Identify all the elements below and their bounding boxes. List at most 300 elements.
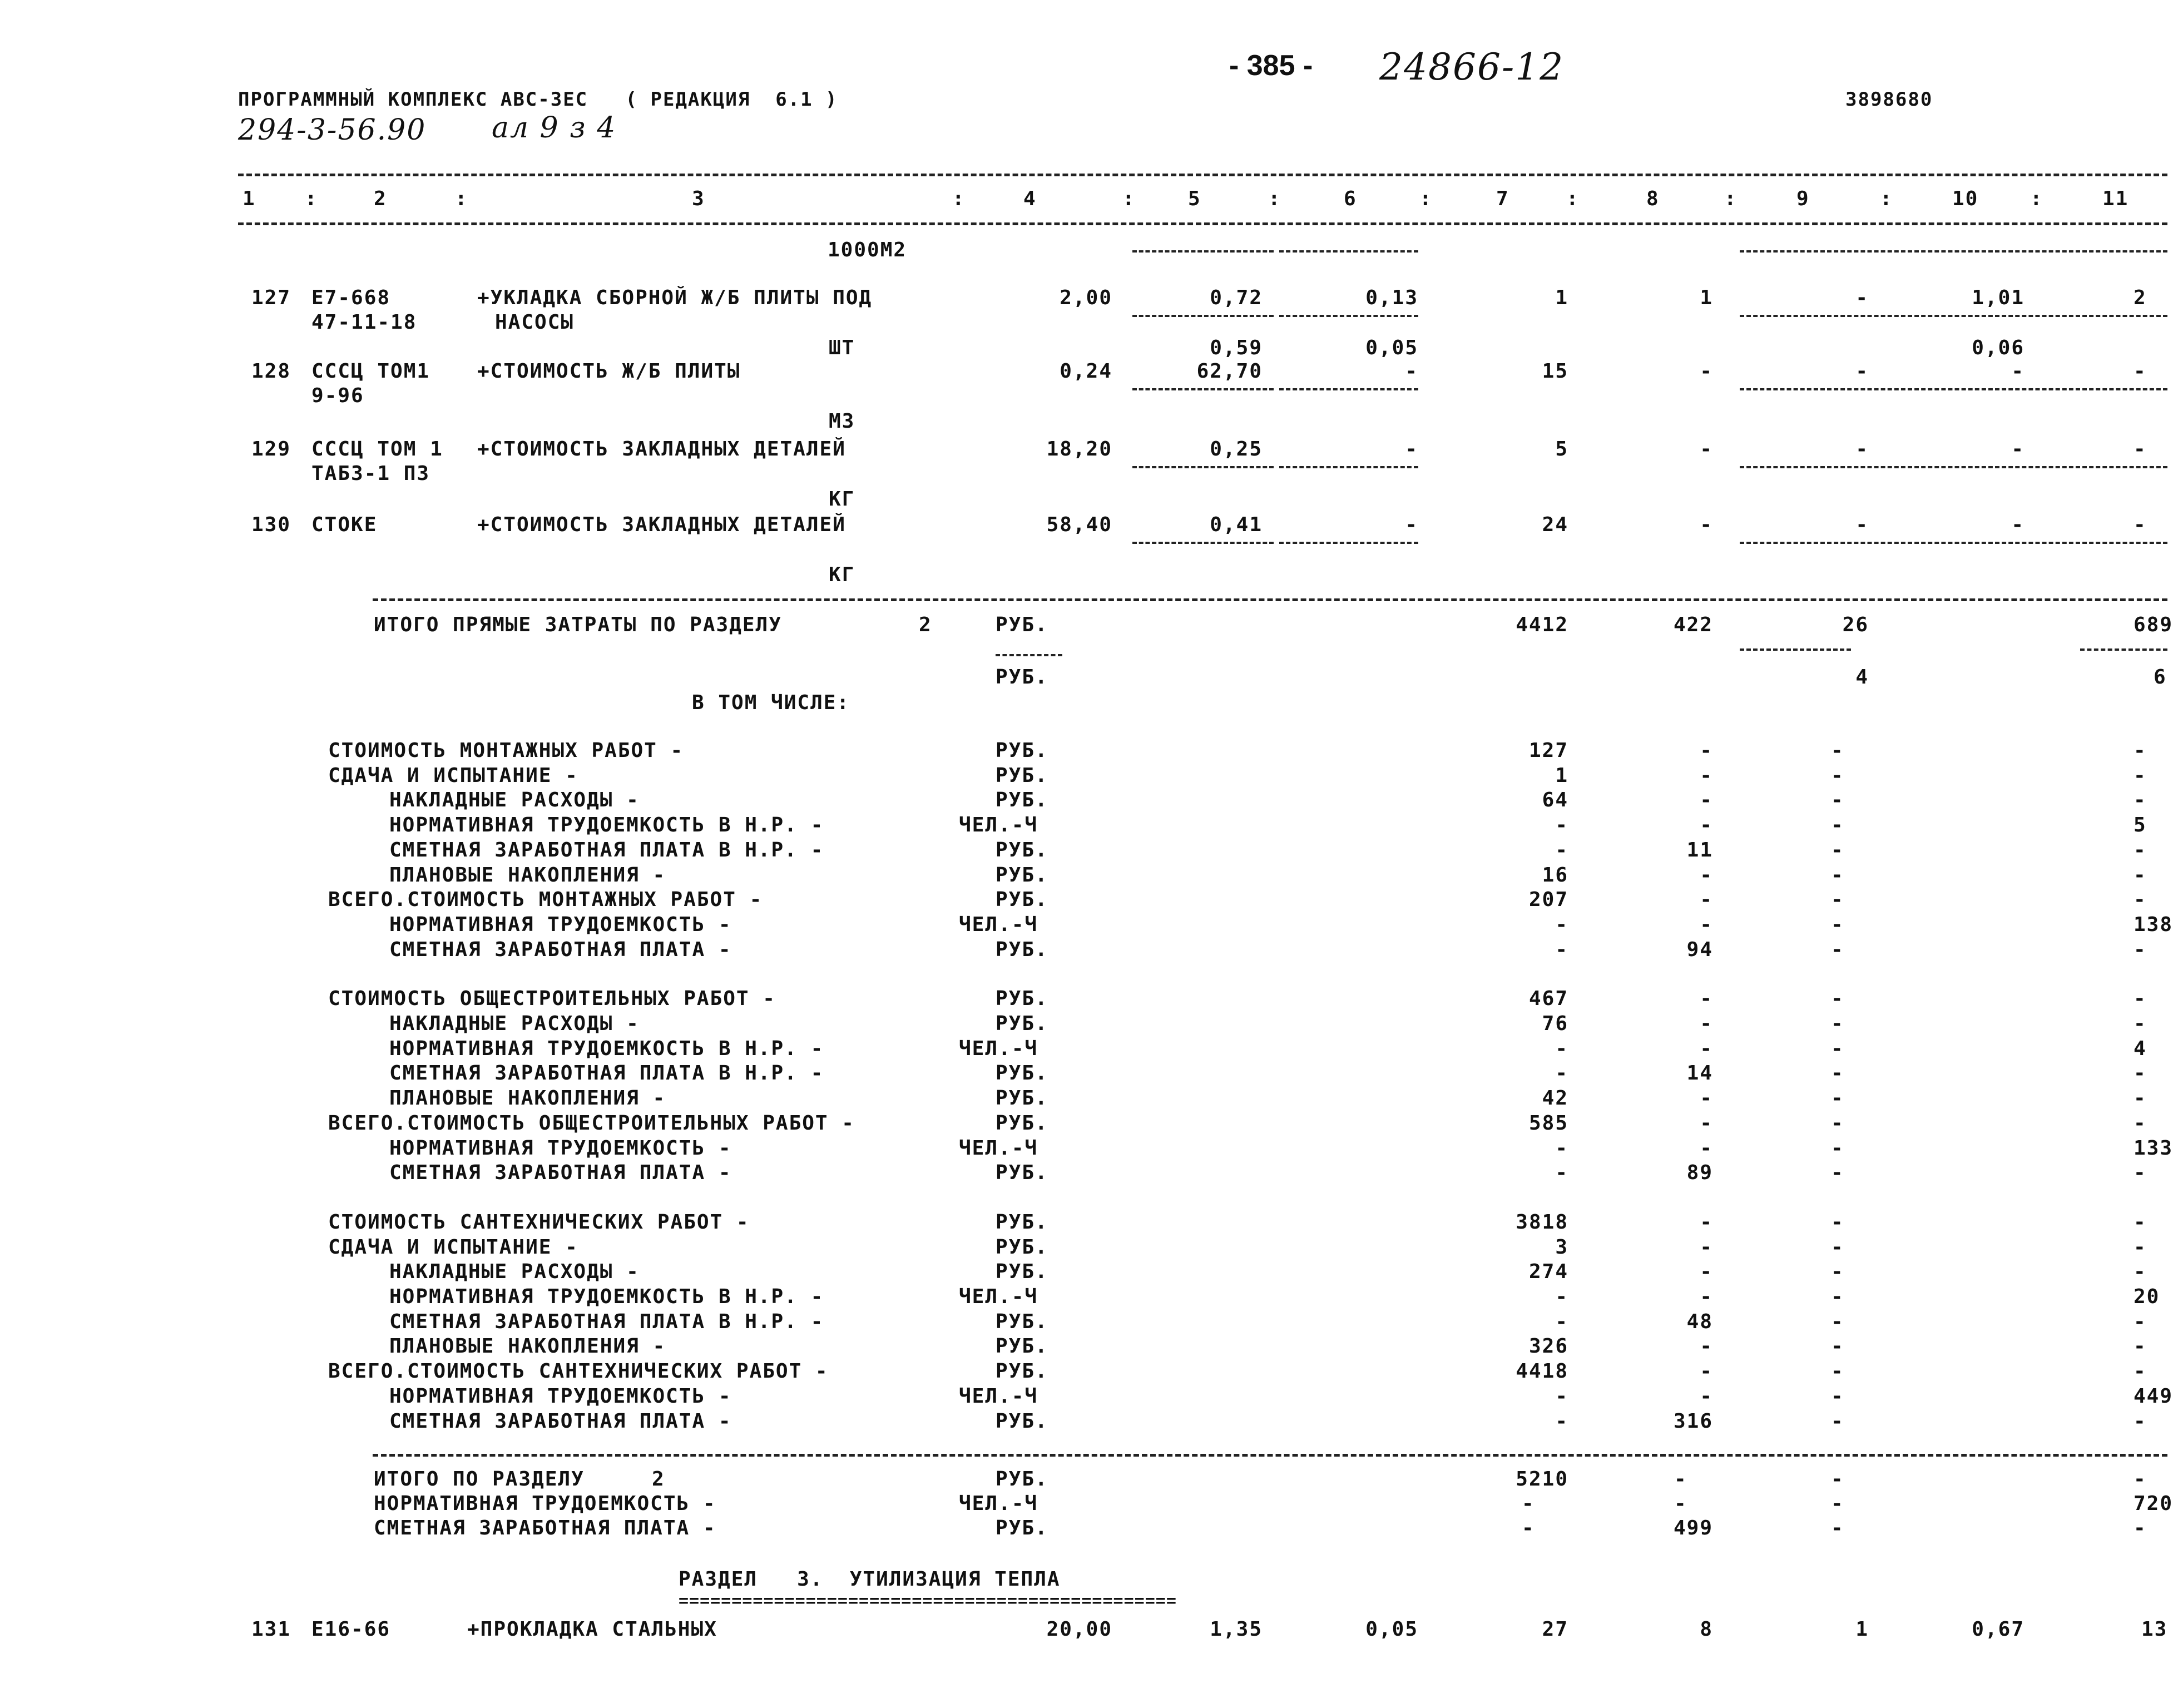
summary-c7: 207 bbox=[1528, 888, 1568, 912]
handwritten-album: ал 9 з 4 bbox=[492, 111, 617, 145]
row-dash-c5 bbox=[1132, 466, 1274, 468]
summary-c11: - bbox=[2134, 1335, 2147, 1358]
row-c5b: 0,59 bbox=[1210, 336, 1263, 359]
total-direct-section: 2 bbox=[919, 613, 932, 636]
section-wage-c8: 499 bbox=[1673, 1517, 1713, 1539]
summary-c7: 42 bbox=[1542, 1087, 1568, 1110]
column-header-9: 9 bbox=[1796, 187, 1810, 210]
summary-c11: - bbox=[2134, 1062, 2147, 1085]
section-wage-unit: РУБ. bbox=[996, 1517, 1048, 1539]
summary-c8: - bbox=[1700, 913, 1713, 936]
summary-c8: - bbox=[1700, 987, 1713, 1011]
page-number: - 385 - bbox=[1229, 49, 1313, 82]
summary-c7: - bbox=[1555, 938, 1568, 961]
column-header-1: 1 bbox=[242, 187, 256, 210]
dash-small-1 bbox=[996, 654, 1062, 656]
summary-label: НОРМАТИВНАЯ ТРУДОЕМКОСТЬ - bbox=[389, 1384, 732, 1408]
section-wage-c7: - bbox=[1522, 1517, 1535, 1539]
section-labor-c11: 720 bbox=[2134, 1492, 2173, 1515]
row-dash-c5 bbox=[1132, 315, 1274, 317]
column-header-8: 8 bbox=[1646, 187, 1660, 210]
summary-c7: 3818 bbox=[1516, 1210, 1568, 1234]
summary-label: СТОИМОСТЬ САНТЕХНИЧЕСКИХ РАБОТ - bbox=[328, 1210, 750, 1234]
total-direct-c8: 422 bbox=[1673, 613, 1713, 636]
column-separator: : bbox=[305, 187, 318, 210]
summary-c11: - bbox=[2134, 739, 2147, 762]
row-c6: - bbox=[1405, 438, 1418, 461]
summary-c9: - bbox=[1831, 739, 1844, 762]
summary-c9: - bbox=[1831, 888, 1844, 912]
summary-c8: - bbox=[1700, 1360, 1713, 1383]
total-direct-label: ИТОГО ПРЯМЫЕ ЗАТРАТЫ ПО РАЗДЕЛУ bbox=[374, 613, 782, 636]
row-qty: 18,20 bbox=[1046, 438, 1112, 461]
summary-unit: РУБ. bbox=[996, 1310, 1048, 1333]
doc-id: 3898680 bbox=[1845, 88, 1933, 111]
summary-unit: РУБ. bbox=[996, 1111, 1048, 1135]
row-qty: 58,40 bbox=[1046, 513, 1112, 536]
row-c10: 1,01 bbox=[1972, 286, 2024, 309]
column-separator: : bbox=[455, 187, 468, 210]
section-total-c11: - bbox=[2134, 1468, 2147, 1491]
section-labor-c7: - bbox=[1522, 1492, 1535, 1515]
summary-c9: - bbox=[1831, 1285, 1844, 1308]
summary-c8: - bbox=[1700, 1037, 1713, 1060]
summary-c7: - bbox=[1555, 1310, 1568, 1333]
summary-c7: - bbox=[1555, 838, 1568, 862]
summary-c9: - bbox=[1831, 1384, 1844, 1408]
row-number: 130 bbox=[251, 513, 291, 536]
summary-c7: 326 bbox=[1528, 1335, 1568, 1358]
row-dash-c6 bbox=[1279, 315, 1418, 317]
row-name: +СТОИМОСТЬ ЗАКЛАДНЫХ ДЕТАЛЕЙ bbox=[477, 438, 846, 461]
summary-label: СМЕТНАЯ ЗАРАБОТНАЯ ПЛАТА В Н.Р. - bbox=[389, 838, 824, 862]
row-qty: 2,00 bbox=[1060, 286, 1112, 309]
column-header-11: 11 bbox=[2102, 187, 2129, 210]
summary-label: ПЛАНОВЫЕ НАКОПЛЕНИЯ - bbox=[389, 863, 666, 887]
row-dash-c5 bbox=[1132, 542, 1274, 544]
summary-unit: РУБ. bbox=[996, 1260, 1048, 1284]
row-c5: 0,72 bbox=[1210, 286, 1263, 309]
including-heading: В ТОМ ЧИСЛЕ: bbox=[692, 691, 850, 714]
summary-c8: - bbox=[1700, 888, 1713, 912]
summary-c9: - bbox=[1831, 1037, 1844, 1060]
row-c8: - bbox=[1700, 438, 1713, 461]
column-header-5: 5 bbox=[1188, 187, 1201, 210]
summary-c9: - bbox=[1831, 1360, 1844, 1383]
summary-c9: - bbox=[1831, 1161, 1844, 1185]
last-row-c5: 1,35 bbox=[1210, 1618, 1263, 1641]
summary-c8: - bbox=[1700, 739, 1713, 762]
column-separator: : bbox=[1419, 187, 1433, 210]
row-c11: - bbox=[2134, 513, 2147, 536]
summary-c9: - bbox=[1831, 1111, 1844, 1135]
row-number: 127 bbox=[251, 286, 291, 309]
summary-label: СМЕТНАЯ ЗАРАБОТНАЯ ПЛАТА - bbox=[389, 938, 732, 961]
summary-c7: 16 bbox=[1542, 863, 1568, 887]
summary-c11: 5 bbox=[2134, 814, 2147, 837]
summary-c7: 127 bbox=[1528, 739, 1568, 762]
rule-header bbox=[238, 222, 2167, 225]
total-direct-c11: 689 bbox=[2134, 613, 2173, 636]
summary-c11: - bbox=[2134, 888, 2147, 912]
summary-c7: 76 bbox=[1542, 1012, 1568, 1035]
summary-c11: 20 bbox=[2134, 1285, 2160, 1308]
dash-small-3 bbox=[2080, 648, 2167, 651]
section-labor-c8: - bbox=[1674, 1492, 1687, 1515]
row-c6: - bbox=[1405, 513, 1418, 536]
total-direct-c11b: 6 bbox=[2154, 666, 2167, 689]
summary-c9: - bbox=[1831, 1087, 1844, 1110]
summary-c11: 4 bbox=[2134, 1037, 2147, 1060]
summary-c11: - bbox=[2134, 1260, 2147, 1284]
row-unit: КГ bbox=[829, 488, 855, 511]
last-row-c7: 27 bbox=[1542, 1618, 1568, 1641]
row-dash-right bbox=[1740, 315, 2167, 317]
total-direct-c9b: 4 bbox=[1855, 666, 1869, 689]
summary-unit: РУБ. bbox=[996, 1087, 1048, 1110]
summary-c8: - bbox=[1700, 1260, 1713, 1284]
row-c9: - bbox=[1855, 360, 1869, 383]
summary-c8: - bbox=[1700, 1235, 1713, 1259]
summary-unit: РУБ. bbox=[996, 863, 1048, 887]
summary-c11: - bbox=[2134, 987, 2147, 1011]
section-total-section: 2 bbox=[652, 1468, 665, 1491]
summary-c11: - bbox=[2134, 863, 2147, 887]
summary-unit: РУБ. bbox=[996, 739, 1048, 762]
row-dash-c6 bbox=[1279, 466, 1418, 468]
summary-label: НОРМАТИВНАЯ ТРУДОЕМКОСТЬ В Н.Р. - bbox=[389, 1285, 824, 1308]
summary-label: НОРМАТИВНАЯ ТРУДОЕМКОСТЬ - bbox=[389, 913, 732, 936]
last-row-c9: 1 bbox=[1855, 1618, 1869, 1641]
row-c5: 0,41 bbox=[1210, 513, 1263, 536]
summary-label: СТОИМОСТЬ ОБЩЕСТРОИТЕЛЬНЫХ РАБОТ - bbox=[328, 987, 776, 1011]
summary-unit: ЧЕЛ.-Ч bbox=[959, 1136, 1038, 1160]
summary-c11: - bbox=[2134, 1409, 2147, 1433]
row-c8: - bbox=[1700, 360, 1713, 383]
unit-dash-right bbox=[1740, 250, 2167, 253]
summary-unit: РУБ. bbox=[996, 1409, 1048, 1433]
row-c9: - bbox=[1855, 286, 1869, 309]
summary-unit: РУБ. bbox=[996, 1360, 1048, 1383]
summary-c11: 138 bbox=[2134, 913, 2173, 936]
program-title: ПРОГРАММНЫЙ КОМПЛЕКС АВС-3ЕС ( РЕДАКЦИЯ 6.1 ) bbox=[238, 88, 838, 111]
row-dash-right bbox=[1740, 388, 2167, 390]
row-c5: 62,70 bbox=[1196, 360, 1263, 383]
summary-c8: - bbox=[1700, 789, 1713, 812]
rule-before-total bbox=[373, 598, 2167, 601]
row-dash-c6 bbox=[1279, 542, 1418, 544]
rule-top bbox=[238, 174, 2167, 176]
unit-dash-c5 bbox=[1132, 250, 1274, 253]
summary-label: НОРМАТИВНАЯ ТРУДОЕМКОСТЬ В Н.Р. - bbox=[389, 814, 824, 837]
row-unit: КГ bbox=[829, 563, 855, 586]
summary-unit: РУБ. bbox=[996, 987, 1048, 1011]
next-section-title: РАЗДЕЛ 3. УТИЛИЗАЦИЯ ТЕПЛА bbox=[679, 1568, 1061, 1591]
summary-c9: - bbox=[1831, 1062, 1844, 1085]
total-direct-c9: 26 bbox=[1842, 613, 1869, 636]
summary-c9: - bbox=[1831, 987, 1844, 1011]
summary-unit: РУБ. bbox=[996, 1235, 1048, 1259]
summary-c8: - bbox=[1700, 1136, 1713, 1160]
summary-c8: - bbox=[1700, 764, 1713, 787]
last-row-num: 131 bbox=[251, 1618, 291, 1641]
summary-unit: РУБ. bbox=[996, 764, 1048, 787]
summary-c7: - bbox=[1555, 1409, 1568, 1433]
summary-unit: РУБ. bbox=[996, 938, 1048, 961]
row-c7: 15 bbox=[1542, 360, 1568, 383]
section-wage-label: СМЕТНАЯ ЗАРАБОТНАЯ ПЛАТА - bbox=[374, 1517, 716, 1539]
summary-c9: - bbox=[1831, 863, 1844, 887]
row-dash-c6 bbox=[1279, 388, 1418, 390]
summary-c8: 14 bbox=[1686, 1062, 1713, 1085]
section-labor-label: НОРМАТИВНАЯ ТРУДОЕМКОСТЬ - bbox=[374, 1492, 716, 1515]
summary-c9: - bbox=[1831, 1235, 1844, 1259]
summary-c8: - bbox=[1700, 1285, 1713, 1308]
last-row-c11: 13 bbox=[2141, 1618, 2168, 1641]
summary-c9: - bbox=[1831, 913, 1844, 936]
summary-c9: - bbox=[1831, 1136, 1844, 1160]
summary-unit: РУБ. bbox=[996, 1210, 1048, 1234]
unit-top: 1000М2 bbox=[828, 239, 907, 261]
summary-c8: - bbox=[1700, 1335, 1713, 1358]
row-c7: 1 bbox=[1555, 286, 1568, 309]
summary-c8: 316 bbox=[1673, 1409, 1713, 1433]
summary-c7: - bbox=[1555, 1384, 1568, 1408]
summary-label: ПЛАНОВЫЕ НАКОПЛЕНИЯ - bbox=[389, 1087, 666, 1110]
summary-label: НОРМАТИВНАЯ ТРУДОЕМКОСТЬ В Н.Р. - bbox=[389, 1037, 824, 1060]
last-row-c8: 8 bbox=[1700, 1618, 1713, 1641]
column-separator: : bbox=[952, 187, 966, 210]
summary-unit: РУБ. bbox=[996, 1062, 1048, 1085]
total-direct-unit2: РУБ. bbox=[996, 666, 1048, 689]
summary-c8: 94 bbox=[1686, 938, 1713, 961]
summary-label: НОРМАТИВНАЯ ТРУДОЕМКОСТЬ - bbox=[389, 1136, 732, 1160]
summary-c11: - bbox=[2134, 1161, 2147, 1185]
column-header-6: 6 bbox=[1344, 187, 1357, 210]
total-direct-c7: 4412 bbox=[1516, 613, 1568, 636]
row-c5: 0,25 bbox=[1210, 438, 1263, 461]
section-labor-c9: - bbox=[1831, 1492, 1844, 1515]
summary-c9: - bbox=[1831, 838, 1844, 862]
summary-c9: - bbox=[1831, 1210, 1844, 1234]
column-header-7: 7 bbox=[1496, 187, 1509, 210]
summary-c9: - bbox=[1831, 764, 1844, 787]
summary-c7: 467 bbox=[1528, 987, 1568, 1011]
summary-c11: - bbox=[2134, 1012, 2147, 1035]
column-separator: : bbox=[1122, 187, 1136, 210]
row-c8: 1 bbox=[1700, 286, 1713, 309]
row-unit: ШТ bbox=[829, 336, 855, 359]
summary-c7: - bbox=[1555, 1161, 1568, 1185]
row-dash-c5 bbox=[1132, 388, 1274, 390]
summary-label: СТОИМОСТЬ МОНТАЖНЫХ РАБОТ - bbox=[328, 739, 684, 762]
row-dash-right bbox=[1740, 466, 2167, 468]
summary-label: НАКЛАДНЫЕ РАСХОДЫ - bbox=[389, 789, 640, 812]
summary-unit: ЧЕЛ.-Ч bbox=[959, 913, 1038, 936]
section-total-c9: - bbox=[1831, 1468, 1844, 1491]
summary-c7: 274 bbox=[1528, 1260, 1568, 1284]
section-wage-c11: - bbox=[2134, 1517, 2147, 1539]
summary-c8: - bbox=[1700, 863, 1713, 887]
row-name: +УКЛАДКА СБОРНОЙ Ж/Б ПЛИТЫ ПОД bbox=[477, 286, 873, 309]
section-total-unit: РУБ. bbox=[996, 1468, 1048, 1491]
summary-c7: 4418 bbox=[1516, 1360, 1568, 1383]
column-header-4: 4 bbox=[1023, 187, 1037, 210]
last-row-code: Е16-66 bbox=[311, 1618, 391, 1641]
summary-c8: - bbox=[1700, 814, 1713, 837]
total-direct-unit: РУБ. bbox=[996, 613, 1048, 636]
next-section-underline: =============================================== bbox=[679, 1591, 1177, 1611]
unit-dash-c6 bbox=[1279, 250, 1418, 253]
summary-unit: РУБ. bbox=[996, 789, 1048, 812]
summary-c7: 1 bbox=[1555, 764, 1568, 787]
summary-c11: - bbox=[2134, 938, 2147, 961]
row-qty: 0,24 bbox=[1060, 360, 1112, 383]
column-separator: : bbox=[1724, 187, 1738, 210]
row-name-2: НАСОСЫ bbox=[495, 311, 575, 334]
last-row-c6: 0,05 bbox=[1365, 1618, 1418, 1641]
section-total-label: ИТОГО ПО РАЗДЕЛУ bbox=[374, 1468, 585, 1491]
summary-label: СМЕТНАЯ ЗАРАБОТНАЯ ПЛАТА В Н.Р. - bbox=[389, 1310, 824, 1333]
row-c6b: 0,05 bbox=[1365, 336, 1418, 359]
row-c11: - bbox=[2134, 438, 2147, 461]
summary-unit: РУБ. bbox=[996, 1161, 1048, 1185]
summary-c8: - bbox=[1700, 1111, 1713, 1135]
summary-c9: - bbox=[1831, 789, 1844, 812]
row-code-2: ТАБ3-1 П3 bbox=[311, 462, 430, 485]
summary-c11: - bbox=[2134, 1087, 2147, 1110]
summary-label: НАКЛАДНЫЕ РАСХОДЫ - bbox=[389, 1260, 640, 1284]
row-code-2: 47-11-18 bbox=[311, 311, 417, 334]
summary-c9: - bbox=[1831, 814, 1844, 837]
row-number: 128 bbox=[251, 360, 291, 383]
summary-c8: - bbox=[1700, 1087, 1713, 1110]
row-code: СССЦ ТОМ 1 bbox=[311, 438, 443, 461]
summary-unit: ЧЕЛ.-Ч bbox=[959, 1285, 1038, 1308]
summary-c7: 3 bbox=[1555, 1235, 1568, 1259]
summary-label: СМЕТНАЯ ЗАРАБОТНАЯ ПЛАТА В Н.Р. - bbox=[389, 1062, 824, 1085]
summary-c11: - bbox=[2134, 1310, 2147, 1333]
row-c10: - bbox=[2011, 360, 2024, 383]
row-c11: 2 bbox=[2134, 286, 2147, 309]
row-code-2: 9-96 bbox=[311, 384, 364, 407]
summary-label: ПЛАНОВЫЕ НАКОПЛЕНИЯ - bbox=[389, 1335, 666, 1358]
summary-c8: - bbox=[1700, 1012, 1713, 1035]
column-separator: : bbox=[1268, 187, 1281, 210]
summary-label: СМЕТНАЯ ЗАРАБОТНАЯ ПЛАТА - bbox=[389, 1409, 732, 1433]
last-row-name: +ПРОКЛАДКА СТАЛЬНЫХ bbox=[467, 1618, 717, 1641]
row-code: СТОКЕ bbox=[311, 513, 378, 536]
summary-c8: 89 bbox=[1686, 1161, 1713, 1185]
summary-c9: - bbox=[1831, 938, 1844, 961]
summary-c7: 64 bbox=[1542, 789, 1568, 812]
summary-unit: ЧЕЛ.-Ч bbox=[959, 1037, 1038, 1060]
row-name: +СТОИМОСТЬ ЗАКЛАДНЫХ ДЕТАЛЕЙ bbox=[477, 513, 846, 536]
column-header-3: 3 bbox=[692, 187, 705, 210]
summary-c11: - bbox=[2134, 789, 2147, 812]
summary-unit: ЧЕЛ.-Ч bbox=[959, 814, 1038, 837]
row-c10: - bbox=[2011, 438, 2024, 461]
summary-unit: РУБ. bbox=[996, 1012, 1048, 1035]
summary-label: ВСЕГО.СТОИМОСТЬ САНТЕХНИЧЕСКИХ РАБОТ - bbox=[328, 1360, 829, 1383]
row-c6: 0,13 bbox=[1365, 286, 1418, 309]
summary-c9: - bbox=[1831, 1310, 1844, 1333]
row-c11: - bbox=[2134, 360, 2147, 383]
row-c9: - bbox=[1855, 513, 1869, 536]
summary-c11: - bbox=[2134, 1111, 2147, 1135]
summary-c9: - bbox=[1831, 1012, 1844, 1035]
summary-c9: - bbox=[1831, 1409, 1844, 1433]
summary-label: НАКЛАДНЫЕ РАСХОДЫ - bbox=[389, 1012, 640, 1035]
column-separator: : bbox=[1566, 187, 1580, 210]
column-separator: : bbox=[2030, 187, 2043, 210]
summary-unit: ЧЕЛ.-Ч bbox=[959, 1384, 1038, 1408]
summary-label: СДАЧА И ИСПЫТАНИЕ - bbox=[328, 764, 578, 787]
handwritten-doc-code: 24866-12 bbox=[1379, 46, 1565, 88]
row-c7: 5 bbox=[1555, 438, 1568, 461]
summary-c7: - bbox=[1555, 913, 1568, 936]
row-c10b: 0,06 bbox=[1972, 336, 2024, 359]
row-c6: - bbox=[1405, 360, 1418, 383]
summary-unit: РУБ. bbox=[996, 888, 1048, 912]
summary-c9: - bbox=[1831, 1260, 1844, 1284]
summary-unit: РУБ. bbox=[996, 838, 1048, 862]
summary-c7: - bbox=[1555, 1285, 1568, 1308]
summary-c11: 449 bbox=[2134, 1384, 2173, 1408]
summary-unit: РУБ. bbox=[996, 1335, 1048, 1358]
rule-before-section-total bbox=[373, 1454, 2167, 1457]
summary-c8: - bbox=[1700, 1384, 1713, 1408]
summary-c7: - bbox=[1555, 1136, 1568, 1160]
summary-c9: - bbox=[1831, 1335, 1844, 1358]
summary-c8: - bbox=[1700, 1210, 1713, 1234]
summary-c7: - bbox=[1555, 1062, 1568, 1085]
row-c8: - bbox=[1700, 513, 1713, 536]
summary-c11: 133 bbox=[2134, 1136, 2173, 1160]
handwritten-project-code: 294-3-56.90 bbox=[238, 113, 427, 147]
column-separator: : bbox=[1880, 187, 1893, 210]
summary-c11: - bbox=[2134, 764, 2147, 787]
row-dash-right bbox=[1740, 542, 2167, 544]
row-c7: 24 bbox=[1542, 513, 1568, 536]
row-name: +СТОИМОСТЬ Ж/Б ПЛИТЫ bbox=[477, 360, 741, 383]
row-code: СССЦ ТОМ1 bbox=[311, 360, 430, 383]
summary-c7: 585 bbox=[1528, 1111, 1568, 1135]
dash-small-2 bbox=[1740, 648, 1851, 651]
row-number: 129 bbox=[251, 438, 291, 461]
row-code: Е7-668 bbox=[311, 286, 391, 309]
summary-c11: - bbox=[2134, 1360, 2147, 1383]
summary-label: ВСЕГО.СТОИМОСТЬ МОНТАЖНЫХ РАБОТ - bbox=[328, 888, 763, 912]
column-header-2: 2 bbox=[374, 187, 387, 210]
summary-label: ВСЕГО.СТОИМОСТЬ ОБЩЕСТРОИТЕЛЬНЫХ РАБОТ - bbox=[328, 1111, 855, 1135]
summary-c7: - bbox=[1555, 1037, 1568, 1060]
summary-label: СДАЧА И ИСПЫТАНИЕ - bbox=[328, 1235, 578, 1259]
summary-c11: - bbox=[2134, 838, 2147, 862]
section-wage-c9: - bbox=[1831, 1517, 1844, 1539]
last-row-qty: 20,00 bbox=[1046, 1618, 1112, 1641]
section-total-c7: 5210 bbox=[1516, 1468, 1568, 1491]
section-labor-unit: ЧЕЛ.-Ч bbox=[959, 1492, 1038, 1515]
section-total-c8: - bbox=[1674, 1468, 1687, 1491]
summary-c8: 48 bbox=[1686, 1310, 1713, 1333]
summary-c11: - bbox=[2134, 1210, 2147, 1234]
summary-c8: 11 bbox=[1686, 838, 1713, 862]
summary-c7: - bbox=[1555, 814, 1568, 837]
row-c9: - bbox=[1855, 438, 1869, 461]
summary-label: СМЕТНАЯ ЗАРАБОТНАЯ ПЛАТА - bbox=[389, 1161, 732, 1185]
row-unit: М3 bbox=[829, 410, 855, 433]
